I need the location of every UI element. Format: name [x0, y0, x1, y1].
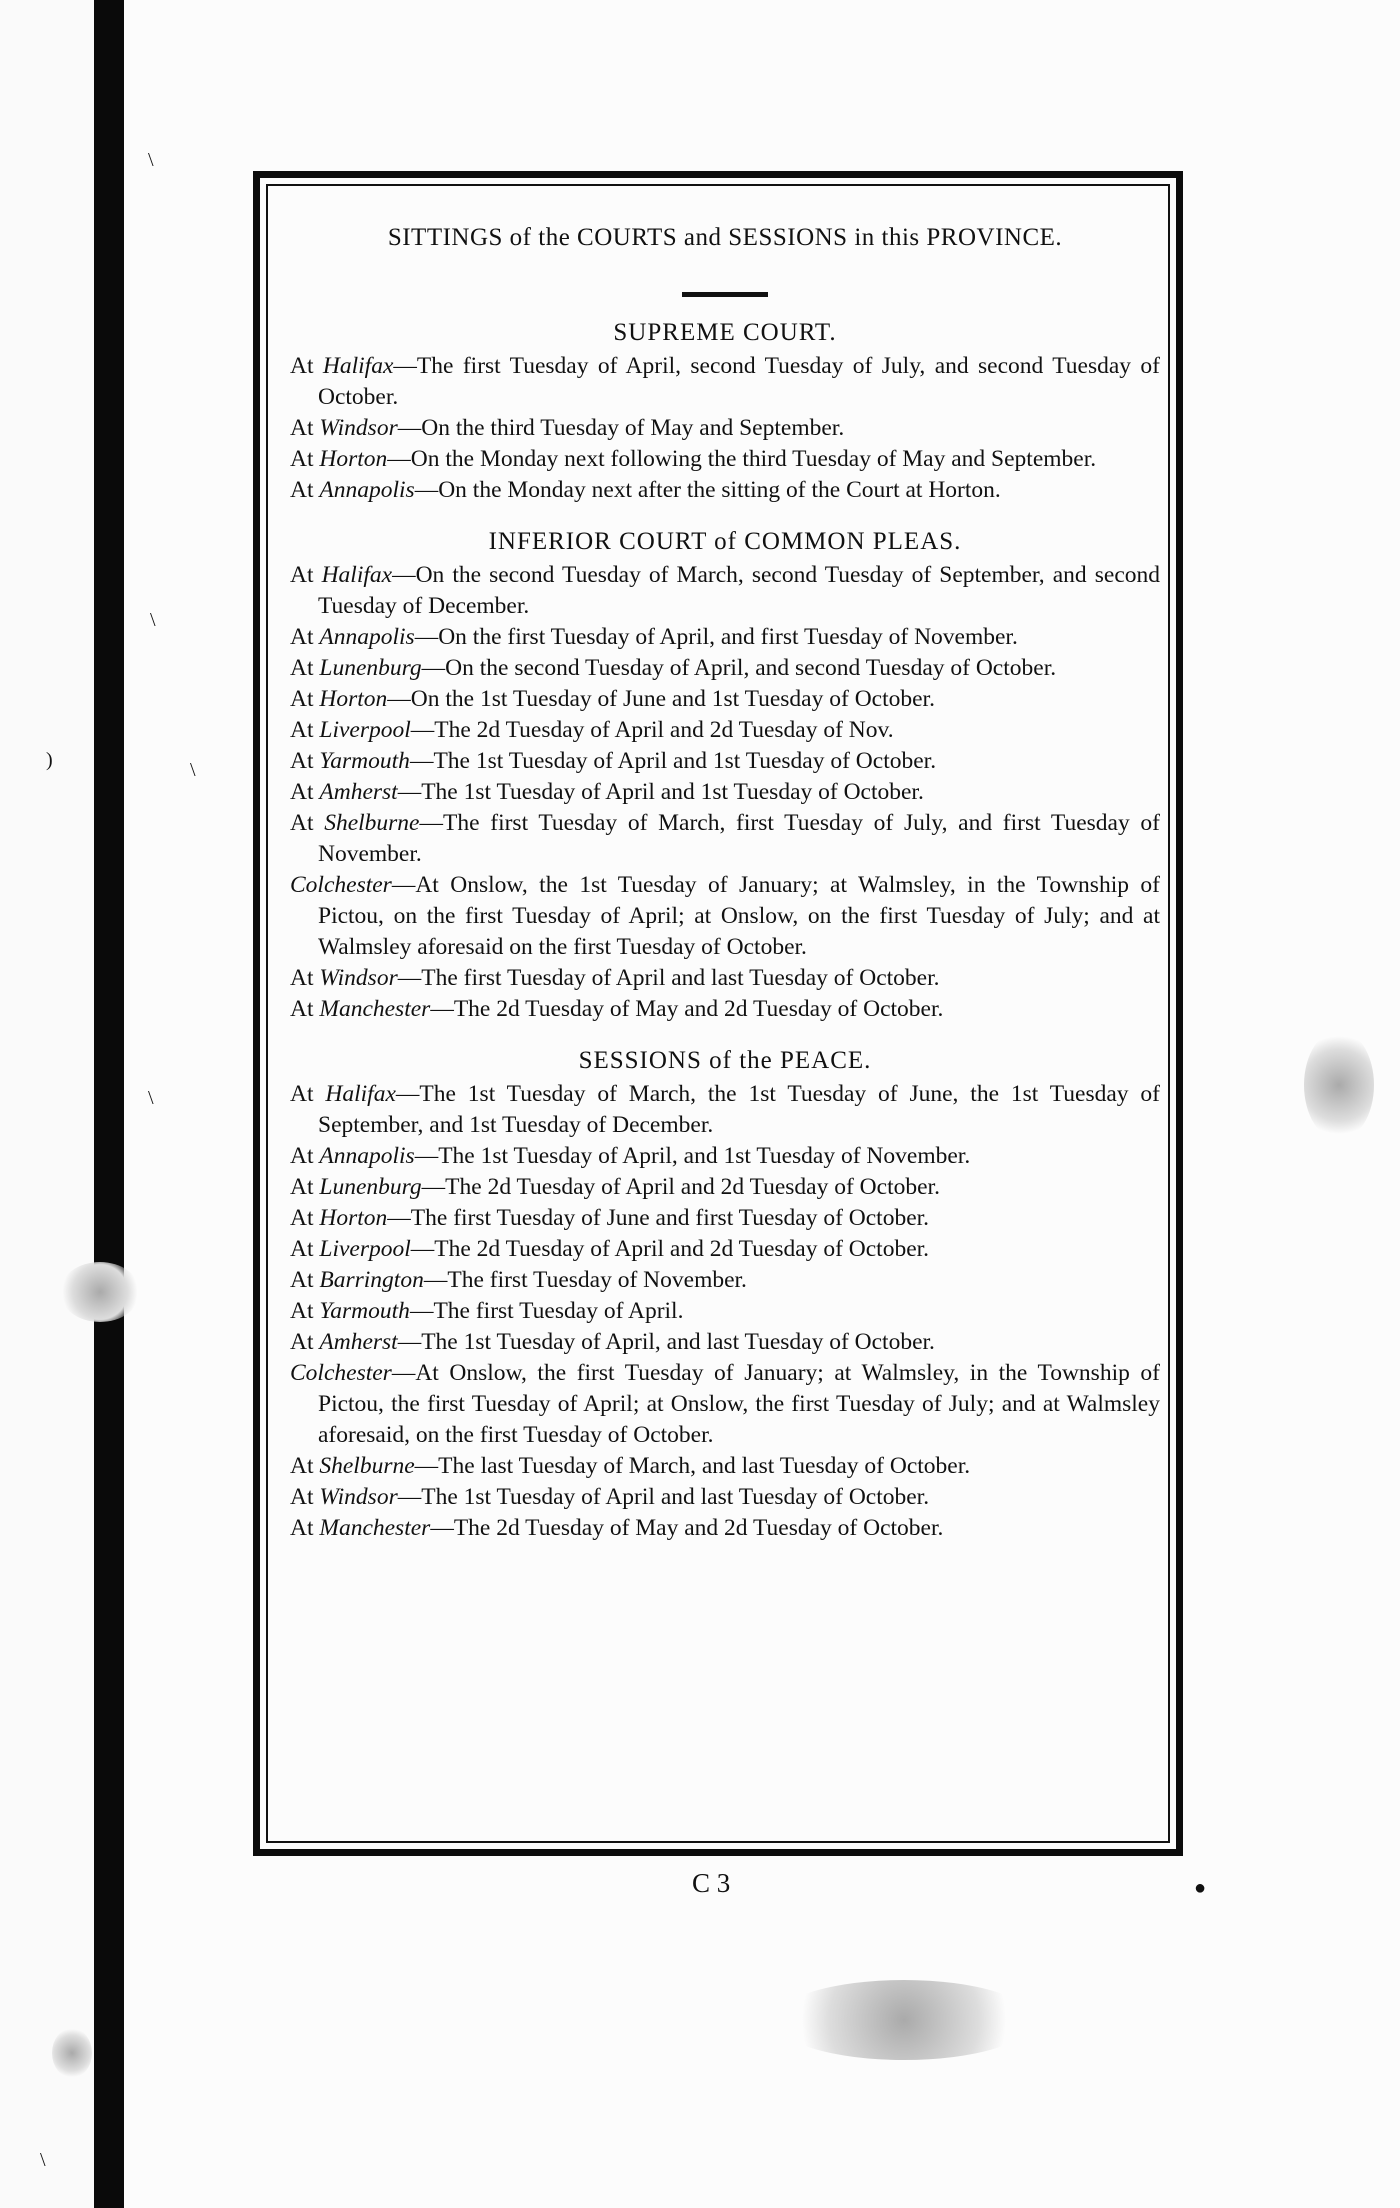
- entry-prefix: At: [290, 686, 320, 712]
- entry-place: Amherst: [319, 1329, 398, 1355]
- entry-place: Yarmouth: [319, 1298, 410, 1324]
- entry-prefix: At: [290, 446, 320, 472]
- entry-text: —On the 1st Tuesday of June and 1st Tuesday of October.: [387, 686, 935, 712]
- sitting-entry: [290, 1358, 1160, 1451]
- sitting-entry: [290, 475, 1160, 506]
- title-rule: [682, 292, 768, 297]
- entry-text: —The 1st Tuesday of April, and 1st Tuesday of November.: [414, 1143, 971, 1169]
- paper-blot: [1304, 1030, 1374, 1140]
- paper-blot: [60, 1262, 140, 1322]
- entry-text: —On the Monday next after the sitting of the Court at Horton.: [414, 477, 1001, 503]
- entry-text: —On the Monday next following the third Tuesday of May and September.: [387, 446, 1097, 472]
- entry-prefix: At: [290, 810, 325, 836]
- paper-blot: [774, 1980, 1034, 2060]
- entry-place: Colchester: [290, 1360, 392, 1386]
- entry-prefix: At: [290, 353, 323, 379]
- entry-prefix: At: [290, 624, 320, 650]
- entry-prefix: At: [290, 1236, 320, 1262]
- sitting-entry: [290, 1141, 1160, 1172]
- sitting-entry: [290, 1513, 1160, 1544]
- entry-text: —The 2d Tuesday of April and 2d Tuesday of October.: [410, 1236, 930, 1262]
- sitting-entry: [290, 994, 1160, 1025]
- sitting-entry: [290, 1079, 1160, 1141]
- entry-place: Windsor: [319, 965, 398, 991]
- entry-prefix: At: [290, 562, 322, 588]
- entry-place: Horton: [319, 1205, 388, 1231]
- entry-place: Halifax: [325, 1081, 396, 1107]
- entry-prefix: At: [290, 1081, 326, 1107]
- sitting-entry: [290, 870, 1160, 963]
- entry-text: —At Onslow, the 1st Tuesday of January; at Walmsley, in the Township of Pictou, on the first Tuesday of April; at Onslow, on the first Tuesday of July; and at Walmsley aforesaid on the first Tuesday of October.: [318, 872, 1160, 960]
- entry-place: Liverpool: [319, 717, 411, 743]
- sitting-entry: [290, 715, 1160, 746]
- entry-prefix: At: [290, 477, 320, 503]
- entry-text: —The 1st Tuesday of April, and last Tuesday of October.: [397, 1329, 935, 1355]
- entry-text: —The 2d Tuesday of May and 2d Tuesday of October.: [430, 1515, 944, 1541]
- sitting-entry: [290, 1172, 1160, 1203]
- sitting-entry: [290, 777, 1160, 808]
- entry-prefix: At: [290, 1298, 320, 1324]
- gutter-mark: \: [190, 759, 196, 781]
- entry-prefix: At: [290, 996, 320, 1022]
- entry-text: —The first Tuesday of April and last Tuesday of October.: [397, 965, 940, 991]
- entry-place: Shelburne: [324, 810, 420, 836]
- sitting-entry: [290, 1296, 1160, 1327]
- sitting-entry: [290, 746, 1160, 777]
- page-number: C 3: [692, 1868, 731, 1898]
- sitting-entry: [290, 808, 1160, 870]
- sitting-entry: [290, 963, 1160, 994]
- entry-text: —The last Tuesday of March, and last Tuesday of October.: [414, 1453, 971, 1479]
- sitting-entry: [290, 351, 1160, 413]
- entry-prefix: At: [290, 1143, 320, 1169]
- entry-text: —The 1st Tuesday of April and 1st Tuesday of October.: [397, 779, 924, 805]
- entry-prefix: At: [290, 1205, 320, 1231]
- entry-prefix: At: [290, 779, 320, 805]
- entry-place: Lunenburg: [319, 655, 422, 681]
- entry-text: —On the second Tuesday of April, and second Tuesday of October.: [421, 655, 1057, 681]
- sitting-entry: [290, 1327, 1160, 1358]
- sitting-entry: [290, 1451, 1160, 1482]
- entry-prefix: At: [290, 1329, 320, 1355]
- sitting-entry: [290, 413, 1160, 444]
- entry-text: —The first Tuesday of November.: [423, 1267, 747, 1293]
- sitting-entry: [290, 1203, 1160, 1234]
- entry-text: —The 1st Tuesday of April and 1st Tuesday of October.: [409, 748, 937, 774]
- gutter-mark: \: [148, 1087, 154, 1109]
- entry-place: Colchester: [290, 872, 392, 898]
- entry-prefix: At: [290, 1267, 320, 1293]
- gutter-mark: \: [148, 149, 154, 171]
- entry-text: —The 2d Tuesday of April and 2d Tuesday of October.: [421, 1174, 940, 1200]
- entry-prefix: At: [290, 748, 320, 774]
- entry-place: Windsor: [319, 1484, 398, 1510]
- entry-prefix: At: [290, 415, 320, 441]
- entry-place: Halifax: [322, 353, 394, 379]
- section-heading: SUPREME COURT.: [613, 319, 837, 346]
- gutter-mark: \: [40, 2149, 46, 2171]
- entry-place: Barrington: [319, 1267, 424, 1293]
- court-sittings-text: [290, 210, 1160, 1544]
- entry-prefix: At: [290, 1453, 320, 1479]
- sitting-entry: [290, 560, 1160, 622]
- entry-place: Halifax: [321, 562, 393, 588]
- paper-blot: [52, 2028, 92, 2078]
- entry-text: —The first Tuesday of March, first Tuesday of July, and first Tuesday of November.: [318, 810, 1160, 867]
- sitting-entry: [290, 1234, 1160, 1265]
- sitting-entry: [290, 653, 1160, 684]
- entry-text: —The first Tuesday of April, second Tuesday of July, and second Tuesday of October.: [318, 353, 1160, 410]
- entry-place: Amherst: [319, 779, 398, 805]
- entry-text: —The 2d Tuesday of May and 2d Tuesday of October.: [430, 996, 944, 1022]
- entry-place: Annapolis: [319, 624, 415, 650]
- entry-place: Manchester: [319, 1515, 431, 1541]
- entry-prefix: At: [290, 1174, 320, 1200]
- entry-place: Yarmouth: [319, 748, 410, 774]
- page-title: SITTINGS of the COURTS and SESSIONS in this PROVINCE.: [387, 224, 1063, 251]
- entry-place: Windsor: [319, 415, 398, 441]
- entry-text: —The 1st Tuesday of March, the 1st Tuesday of June, the 1st Tuesday of September, and 1st Tuesday of December.: [318, 1081, 1161, 1138]
- entry-text: —On the second Tuesday of March, second Tuesday of September, and second Tuesday of December.: [318, 562, 1161, 619]
- entry-prefix: At: [290, 655, 320, 681]
- sitting-entry: [290, 1265, 1160, 1296]
- sitting-entry: [290, 622, 1160, 653]
- entry-prefix: At: [290, 1515, 320, 1541]
- entry-prefix: At: [290, 1484, 320, 1510]
- sitting-entry: [290, 684, 1160, 715]
- entry-prefix: At: [290, 965, 320, 991]
- entry-place: Lunenburg: [319, 1174, 422, 1200]
- entry-text: —At Onslow, the first Tuesday of January; at Walmsley, in the Township of Pictou, the first Tuesday of April; at Onslow, the first Tuesday of July; and at Walmsley aforesaid, on the first Tuesday of October.: [318, 1360, 1160, 1448]
- entry-prefix: At: [290, 717, 320, 743]
- section-heading: INFERIOR COURT of COMMON PLEAS.: [488, 528, 962, 555]
- sitting-entry: [290, 444, 1160, 475]
- entry-place: Horton: [319, 446, 388, 472]
- entry-place: Liverpool: [319, 1236, 411, 1262]
- entry-text: —The first Tuesday of June and first Tuesday of October.: [387, 1205, 930, 1231]
- gutter-mark: ●: [1194, 1877, 1207, 1899]
- entry-place: Manchester: [319, 996, 431, 1022]
- entry-place: Annapolis: [319, 1143, 415, 1169]
- entry-text: —On the first Tuesday of April, and first Tuesday of November.: [414, 624, 1018, 650]
- entry-place: Annapolis: [319, 477, 415, 503]
- gutter-mark: \: [150, 609, 156, 631]
- entry-text: —On the third Tuesday of May and September.: [397, 415, 845, 441]
- entry-text: —The 1st Tuesday of April and last Tuesday of October.: [397, 1484, 930, 1510]
- entry-place: Shelburne: [319, 1453, 415, 1479]
- sitting-entry: [290, 1482, 1160, 1513]
- gutter-mark: ): [46, 749, 53, 771]
- entry-text: —The first Tuesday of April.: [409, 1298, 684, 1324]
- left-page-edge: [0, 0, 94, 2208]
- section-heading: SESSIONS of the PEACE.: [578, 1047, 872, 1074]
- sections-container: [290, 319, 1160, 1544]
- entry-text: —The 2d Tuesday of April and 2d Tuesday of Nov.: [410, 717, 894, 743]
- entry-place: Horton: [319, 686, 388, 712]
